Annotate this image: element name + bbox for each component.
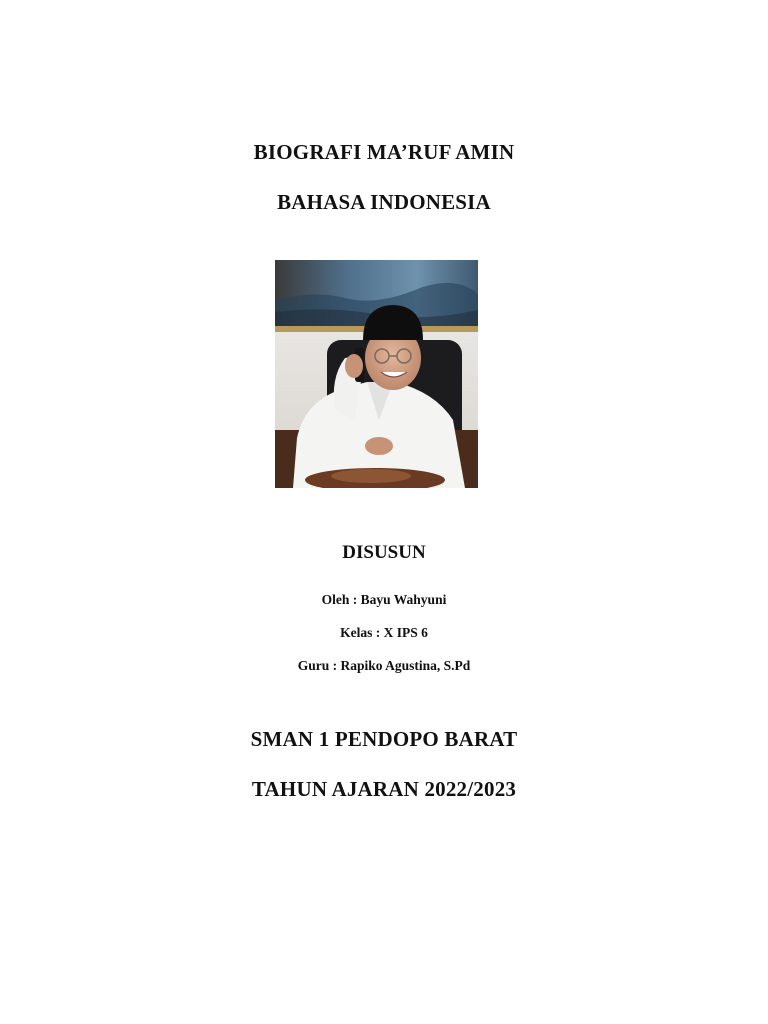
portrait-photo bbox=[275, 260, 478, 488]
class-line: Kelas : X IPS 6 bbox=[340, 625, 428, 640]
document-title: BIOGRAFI MA’RUF AMIN bbox=[253, 140, 515, 164]
teacher-line: Guru : Rapiko Agustina, S.Pd bbox=[297, 658, 471, 673]
compiled-heading: DISUSUN bbox=[342, 542, 426, 563]
academic-year: TAHUN AJARAN 2022/2023 bbox=[251, 777, 517, 801]
school-name: SMAN 1 PENDOPO BARAT bbox=[250, 727, 518, 751]
author-line: Oleh : Bayu Wahyuni bbox=[321, 592, 447, 607]
document-subject: BAHASA INDONESIA bbox=[277, 190, 491, 214]
